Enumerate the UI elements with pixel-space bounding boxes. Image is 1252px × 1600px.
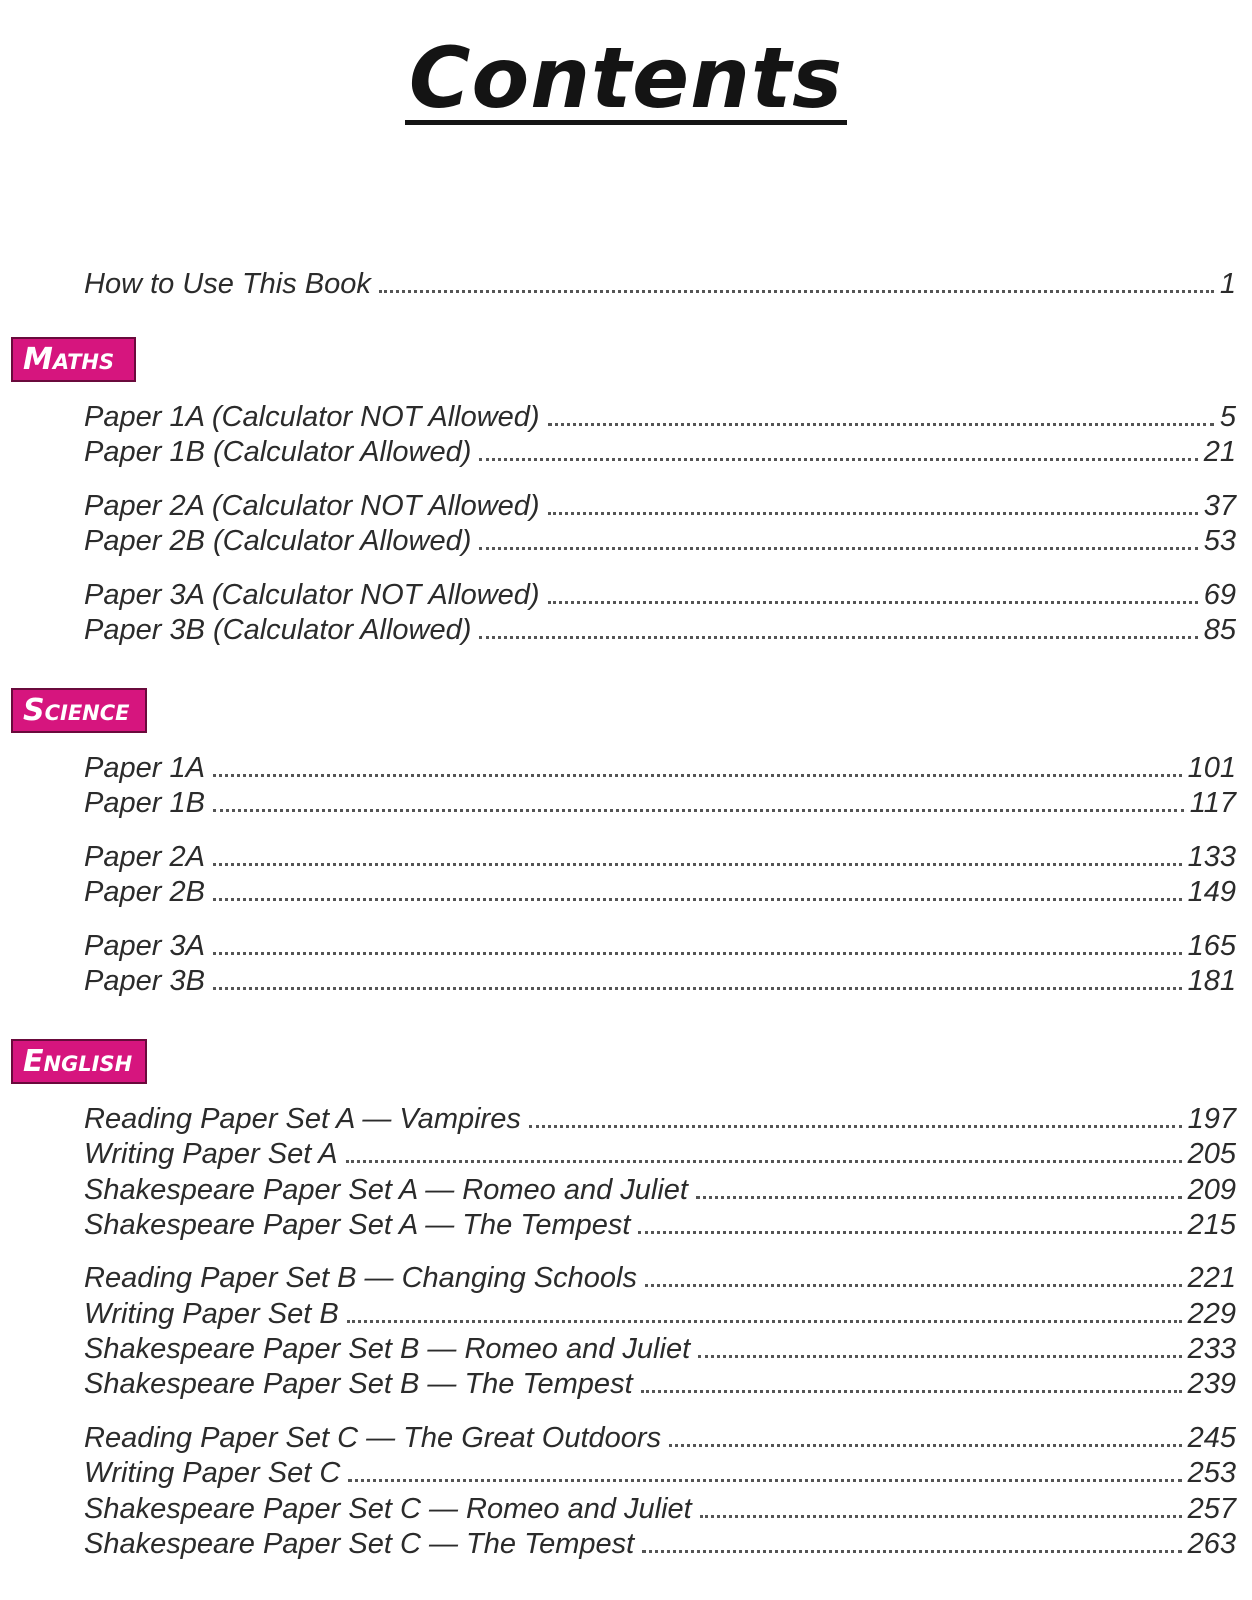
- toc-entry-title: Paper 3B: [84, 965, 205, 997]
- toc-entry[interactable]: [84, 1526, 1236, 1562]
- toc-entry-page-number: 53: [1203, 525, 1236, 557]
- toc-entry[interactable]: [84, 928, 1236, 964]
- toc-entry-page-number: 221: [1187, 1262, 1236, 1294]
- dot-leader: [700, 1515, 1182, 1518]
- toc-entry[interactable]: [84, 612, 1236, 648]
- dot-leader: [645, 1284, 1182, 1287]
- dot-leader: [479, 547, 1197, 550]
- toc-entry[interactable]: [84, 785, 1236, 821]
- toc-entry[interactable]: [84, 434, 1236, 470]
- toc-entry[interactable]: [84, 1101, 1236, 1137]
- toc-entry-page-number: 205: [1187, 1138, 1236, 1170]
- toc-entry-page-number: 253: [1187, 1457, 1236, 1489]
- toc-entry-title: Shakespeare Paper Set B — The Tempest: [84, 1368, 633, 1400]
- toc-entry-page-number: 215: [1187, 1209, 1236, 1241]
- dot-leader: [213, 863, 1182, 866]
- toc-entry-page-number: 239: [1187, 1368, 1236, 1400]
- dot-leader: [213, 952, 1182, 955]
- toc-entry-page-number: 133: [1187, 841, 1236, 873]
- dot-leader: [347, 1320, 1182, 1323]
- toc-entry-title: Reading Paper Set A — Vampires: [84, 1103, 521, 1135]
- toc-entry-page-number: 21: [1203, 436, 1236, 468]
- dot-leader: [548, 512, 1198, 515]
- toc-entry-page-number: 101: [1187, 752, 1236, 784]
- dot-leader: [213, 809, 1184, 812]
- toc-entry-title: Paper 1A: [84, 752, 205, 784]
- dot-leader: [548, 423, 1214, 426]
- toc-entry-title: Reading Paper Set C — The Great Outdoors: [84, 1422, 662, 1454]
- toc-entry[interactable]: [84, 1366, 1236, 1402]
- dot-leader: [213, 898, 1182, 901]
- dot-leader: [529, 1125, 1182, 1128]
- toc-entry-page-number: 263: [1187, 1528, 1236, 1560]
- dot-leader: [348, 1479, 1181, 1482]
- toc-entry-title: Shakespeare Paper Set B — Romeo and Juliet: [84, 1333, 691, 1365]
- toc-entry-title: Writing Paper Set C: [84, 1457, 341, 1489]
- toc-entry-page-number: 149: [1187, 876, 1236, 908]
- toc-entry-page-number: 165: [1187, 930, 1236, 962]
- toc-entry-title: Writing Paper Set B: [84, 1298, 339, 1330]
- toc-entry[interactable]: [84, 963, 1236, 999]
- toc-entry[interactable]: [84, 839, 1236, 875]
- toc-entry[interactable]: [84, 266, 1236, 302]
- toc-entry[interactable]: [84, 1172, 1236, 1208]
- toc-entry-title: Paper 1B: [84, 787, 205, 819]
- dot-leader: [698, 1355, 1181, 1358]
- toc-entry-title: Paper 3A: [84, 930, 205, 962]
- toc-entry[interactable]: [84, 523, 1236, 559]
- toc-entry-title: Paper 1B (Calculator Allowed): [84, 436, 472, 468]
- dot-leader: [696, 1196, 1182, 1199]
- toc-entry-title: Shakespeare Paper Set C — The Tempest: [84, 1528, 635, 1560]
- toc-entry-page-number: 69: [1203, 579, 1236, 611]
- dot-leader: [548, 601, 1198, 604]
- toc-entry[interactable]: [84, 488, 1236, 524]
- dot-leader: [213, 774, 1182, 777]
- toc-entry[interactable]: [84, 1136, 1236, 1172]
- toc-entry-title: Shakespeare Paper Set A — The Tempest: [84, 1209, 631, 1241]
- toc-entry[interactable]: [84, 1296, 1236, 1332]
- toc-entry-page-number: 117: [1189, 787, 1236, 819]
- toc-entry-title: Paper 2B: [84, 876, 205, 908]
- toc-entry-title: Paper 2A (Calculator NOT Allowed): [84, 490, 540, 522]
- dot-leader: [638, 1231, 1181, 1234]
- dot-leader: [642, 1550, 1181, 1553]
- toc-entry-title: Shakespeare Paper Set C — Romeo and Juliet: [84, 1493, 692, 1525]
- toc-entry-page-number: 229: [1187, 1298, 1236, 1330]
- toc-entry-page-number: 209: [1187, 1174, 1236, 1206]
- toc-entry-title: Paper 3A (Calculator NOT Allowed): [84, 579, 540, 611]
- dot-leader: [213, 987, 1182, 990]
- toc-entry[interactable]: [84, 1260, 1236, 1296]
- dot-leader: [479, 458, 1197, 461]
- toc-entry-page-number: 37: [1203, 490, 1236, 522]
- toc-entry-page-number: 5: [1219, 401, 1236, 433]
- toc-entry-title: Paper 2B (Calculator Allowed): [84, 525, 472, 557]
- toc-entry-title: Paper 1A (Calculator NOT Allowed): [84, 401, 540, 433]
- toc-entry[interactable]: [84, 577, 1236, 613]
- toc-entry-title: How to Use This Book: [84, 268, 371, 300]
- dot-leader: [379, 290, 1214, 293]
- dot-leader: [479, 636, 1197, 639]
- toc-entry[interactable]: [84, 399, 1236, 435]
- section-heading-english: English: [11, 1039, 147, 1084]
- toc-entry-page-number: 233: [1187, 1333, 1236, 1365]
- dot-leader: [641, 1390, 1182, 1393]
- toc-entry-title: Shakespeare Paper Set A — Romeo and Juliet: [84, 1174, 688, 1206]
- toc-entry-page-number: 197: [1187, 1103, 1236, 1135]
- page-title-text: Contents: [405, 36, 847, 125]
- section-heading-maths: Maths: [11, 337, 136, 382]
- dot-leader: [346, 1160, 1182, 1163]
- toc-entry-page-number: 181: [1187, 965, 1236, 997]
- toc-entry-title: Paper 3B (Calculator Allowed): [84, 614, 472, 646]
- toc-entry[interactable]: [84, 1420, 1236, 1456]
- toc-entry-page-number: 85: [1203, 614, 1236, 646]
- toc-entry[interactable]: [84, 750, 1236, 786]
- toc-entry[interactable]: [84, 1491, 1236, 1527]
- toc-entry[interactable]: [84, 874, 1236, 910]
- toc-entry-title: Writing Paper Set A: [84, 1138, 338, 1170]
- toc-entry-page-number: 245: [1187, 1422, 1236, 1454]
- toc-entry-title: Paper 2A: [84, 841, 205, 873]
- section-heading-science: Science: [11, 688, 147, 733]
- toc-entry[interactable]: [84, 1455, 1236, 1491]
- toc-entry-page-number: 1: [1219, 268, 1236, 300]
- toc-entry[interactable]: [84, 1207, 1236, 1243]
- toc-entry[interactable]: [84, 1331, 1236, 1367]
- toc-entry-page-number: 257: [1187, 1493, 1236, 1525]
- dot-leader: [669, 1444, 1182, 1447]
- toc-entry-title: Reading Paper Set B — Changing Schools: [84, 1262, 637, 1294]
